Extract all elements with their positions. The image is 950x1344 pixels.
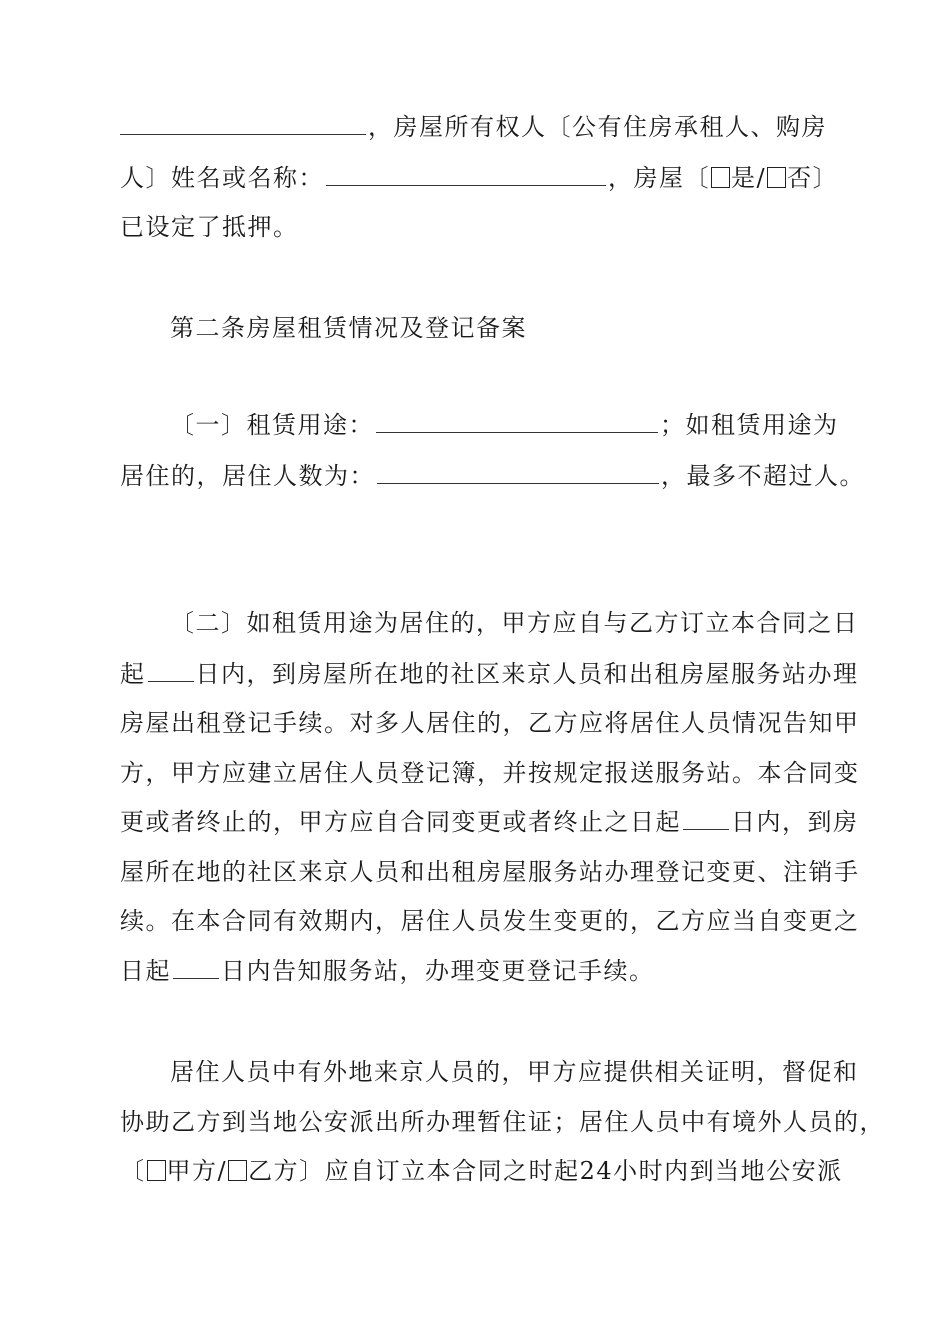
item2-line-8: 日起 日内告知服务站，办理变更登记手续。 (120, 957, 655, 985)
days-field-2[interactable] (683, 807, 729, 830)
days-field-1[interactable] (148, 659, 194, 682)
item2-line-1: 〔二〕如租赁用途为居住的，甲方应自与乙方订立本合同之日 (170, 609, 859, 637)
para3-line-2: 协助乙方到当地公安派出所办理暂住证；居住人员中有境外人员的， (120, 1108, 885, 1136)
section-title: 第二条房屋租赁情况及登记备案 (170, 314, 527, 342)
checkbox-party-b[interactable] (228, 1160, 247, 1181)
item1-line-1: 〔一〕租赁用途： ；如租赁用途为 (170, 411, 839, 439)
owner-line-3: 已设定了抵押。 (120, 213, 299, 241)
para3-line-1: 居住人员中有外地来京人员的，甲方应提供相关证明，督促和 (170, 1058, 859, 1086)
checkbox-party-a[interactable] (147, 1160, 166, 1181)
item2-line-7: 续。在本合同有效期内，居住人员发生变更的，乙方应当自变更之 (120, 907, 860, 935)
blank-field[interactable] (120, 112, 366, 135)
item2-line-5: 更或者终止的，甲方应自合同变更或者终止之日起 日内，到房 (120, 808, 859, 836)
item2-line-3: 房屋出租登记手续。对多人居住的，乙方应将居住人员情况告知甲 (120, 709, 860, 737)
owner-line-1: ，房屋所有权人〔公有住房承租人、购房 (120, 112, 840, 142)
checkbox-yes[interactable] (711, 167, 730, 188)
item2-line-4: 方，甲方应建立居住人员登记簿，并按规定报送服务站。本合同变 (120, 759, 860, 787)
item1-line-2: 居住的，居住人数为： ，最多不超过人。 (120, 462, 865, 490)
checkbox-no[interactable] (767, 167, 786, 188)
days-field-3[interactable] (173, 956, 219, 979)
para3-line-3: 〔 甲方/ 乙方〕应自订立本合同之时起24小时内到当地公安派 (120, 1157, 843, 1185)
owner-line-2: 人〕姓名或名称： ，房屋〔 是/ 否〕 (120, 164, 839, 192)
item2-line-2: 起 日内，到房屋所在地的社区来京人员和出租房屋服务站办理 (120, 660, 859, 688)
owner-name-field[interactable] (326, 163, 606, 186)
item2-line-6: 屋所在地的社区来京人员和出租房屋服务站办理登记变更、注销手 (120, 858, 860, 886)
residents-field[interactable] (377, 461, 659, 484)
usage-field[interactable] (376, 410, 658, 433)
